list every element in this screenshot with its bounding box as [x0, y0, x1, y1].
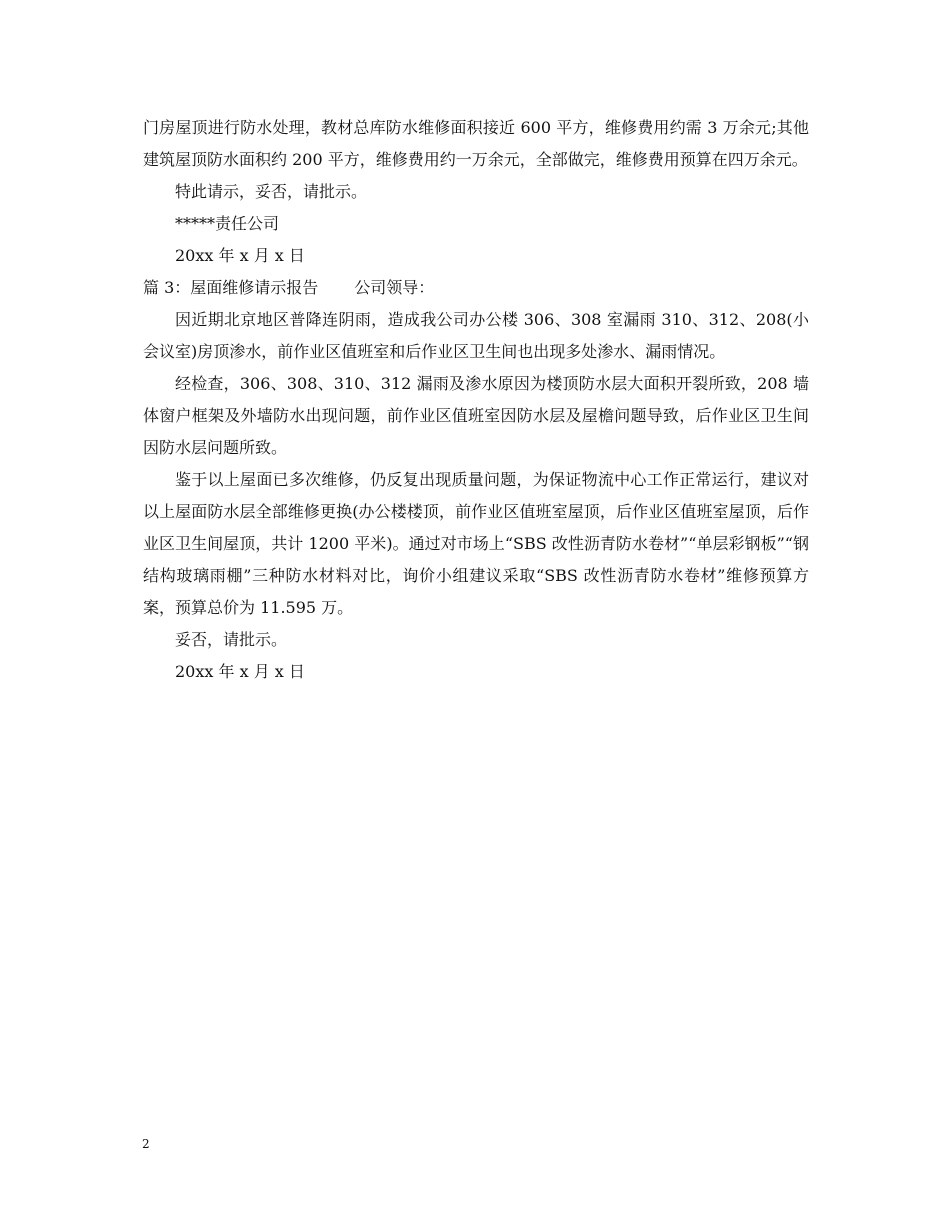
- paragraph-request-closing: 特此请示，妥否，请批示。: [175, 182, 368, 201]
- paragraph-approval-request: 妥否，请批示。: [175, 630, 288, 649]
- paragraph-proposal: 鉴于以上屋面已多次维修，仍反复出现质量问题，为保证物流中心工作正常运行，建议对以上屋面防水层全部维修更换(办公楼楼顶，前作业区值班室屋顶，后作业区值班室屋顶，后作业区卫生间屋顶，共计 1200 平米)。通过对市场上“SBS 改性沥青防水卷材”“单层彩钢板”“钢结构玻璃雨棚”三种防水材料对比，询价小组建议采取“SBS 改性沥青防水卷材”维修预算方案，预算总价为 11.595 万。: [143, 470, 809, 617]
- page-number: 2: [142, 1137, 150, 1151]
- paragraph-situation: 因近期北京地区普降连阴雨，造成我公司办公楼 306、308 室漏雨 310、312、208(小会议室)房顶渗水，前作业区值班室和后作业区卫生间也出现多处渗水、漏雨情况。: [143, 310, 809, 361]
- section-addressee: 公司领导：: [354, 278, 435, 297]
- paragraph-company-signature: *****责任公司: [175, 214, 280, 233]
- paragraph-inspection: 经检查，306、308、310、312 漏雨及渗水原因为楼顶防水层大面积开裂所致，208 墙体窗户框架及外墙防水出现问题，前作业区值班室因防水层及屋檐问题导致，后作业区卫生间因防水层问题所致。: [143, 374, 809, 457]
- paragraph-date: 20xx 年 x 月 x 日: [175, 246, 305, 265]
- paragraph-section-date: 20xx 年 x 月 x 日: [175, 662, 305, 681]
- section-heading: [143, 272, 809, 304]
- paragraph-continuation: 门房屋顶进行防水处理，教材总库防水维修面积接近 600 平方，维修费用约需 3 万余元;其他建筑屋顶防水面积约 200 平方，维修费用约一万余元，全部做完，维修费用预算在四万余元。: [143, 118, 809, 169]
- document-body: [143, 112, 809, 688]
- section-title: 篇 3：屋面维修请示报告: [143, 278, 319, 297]
